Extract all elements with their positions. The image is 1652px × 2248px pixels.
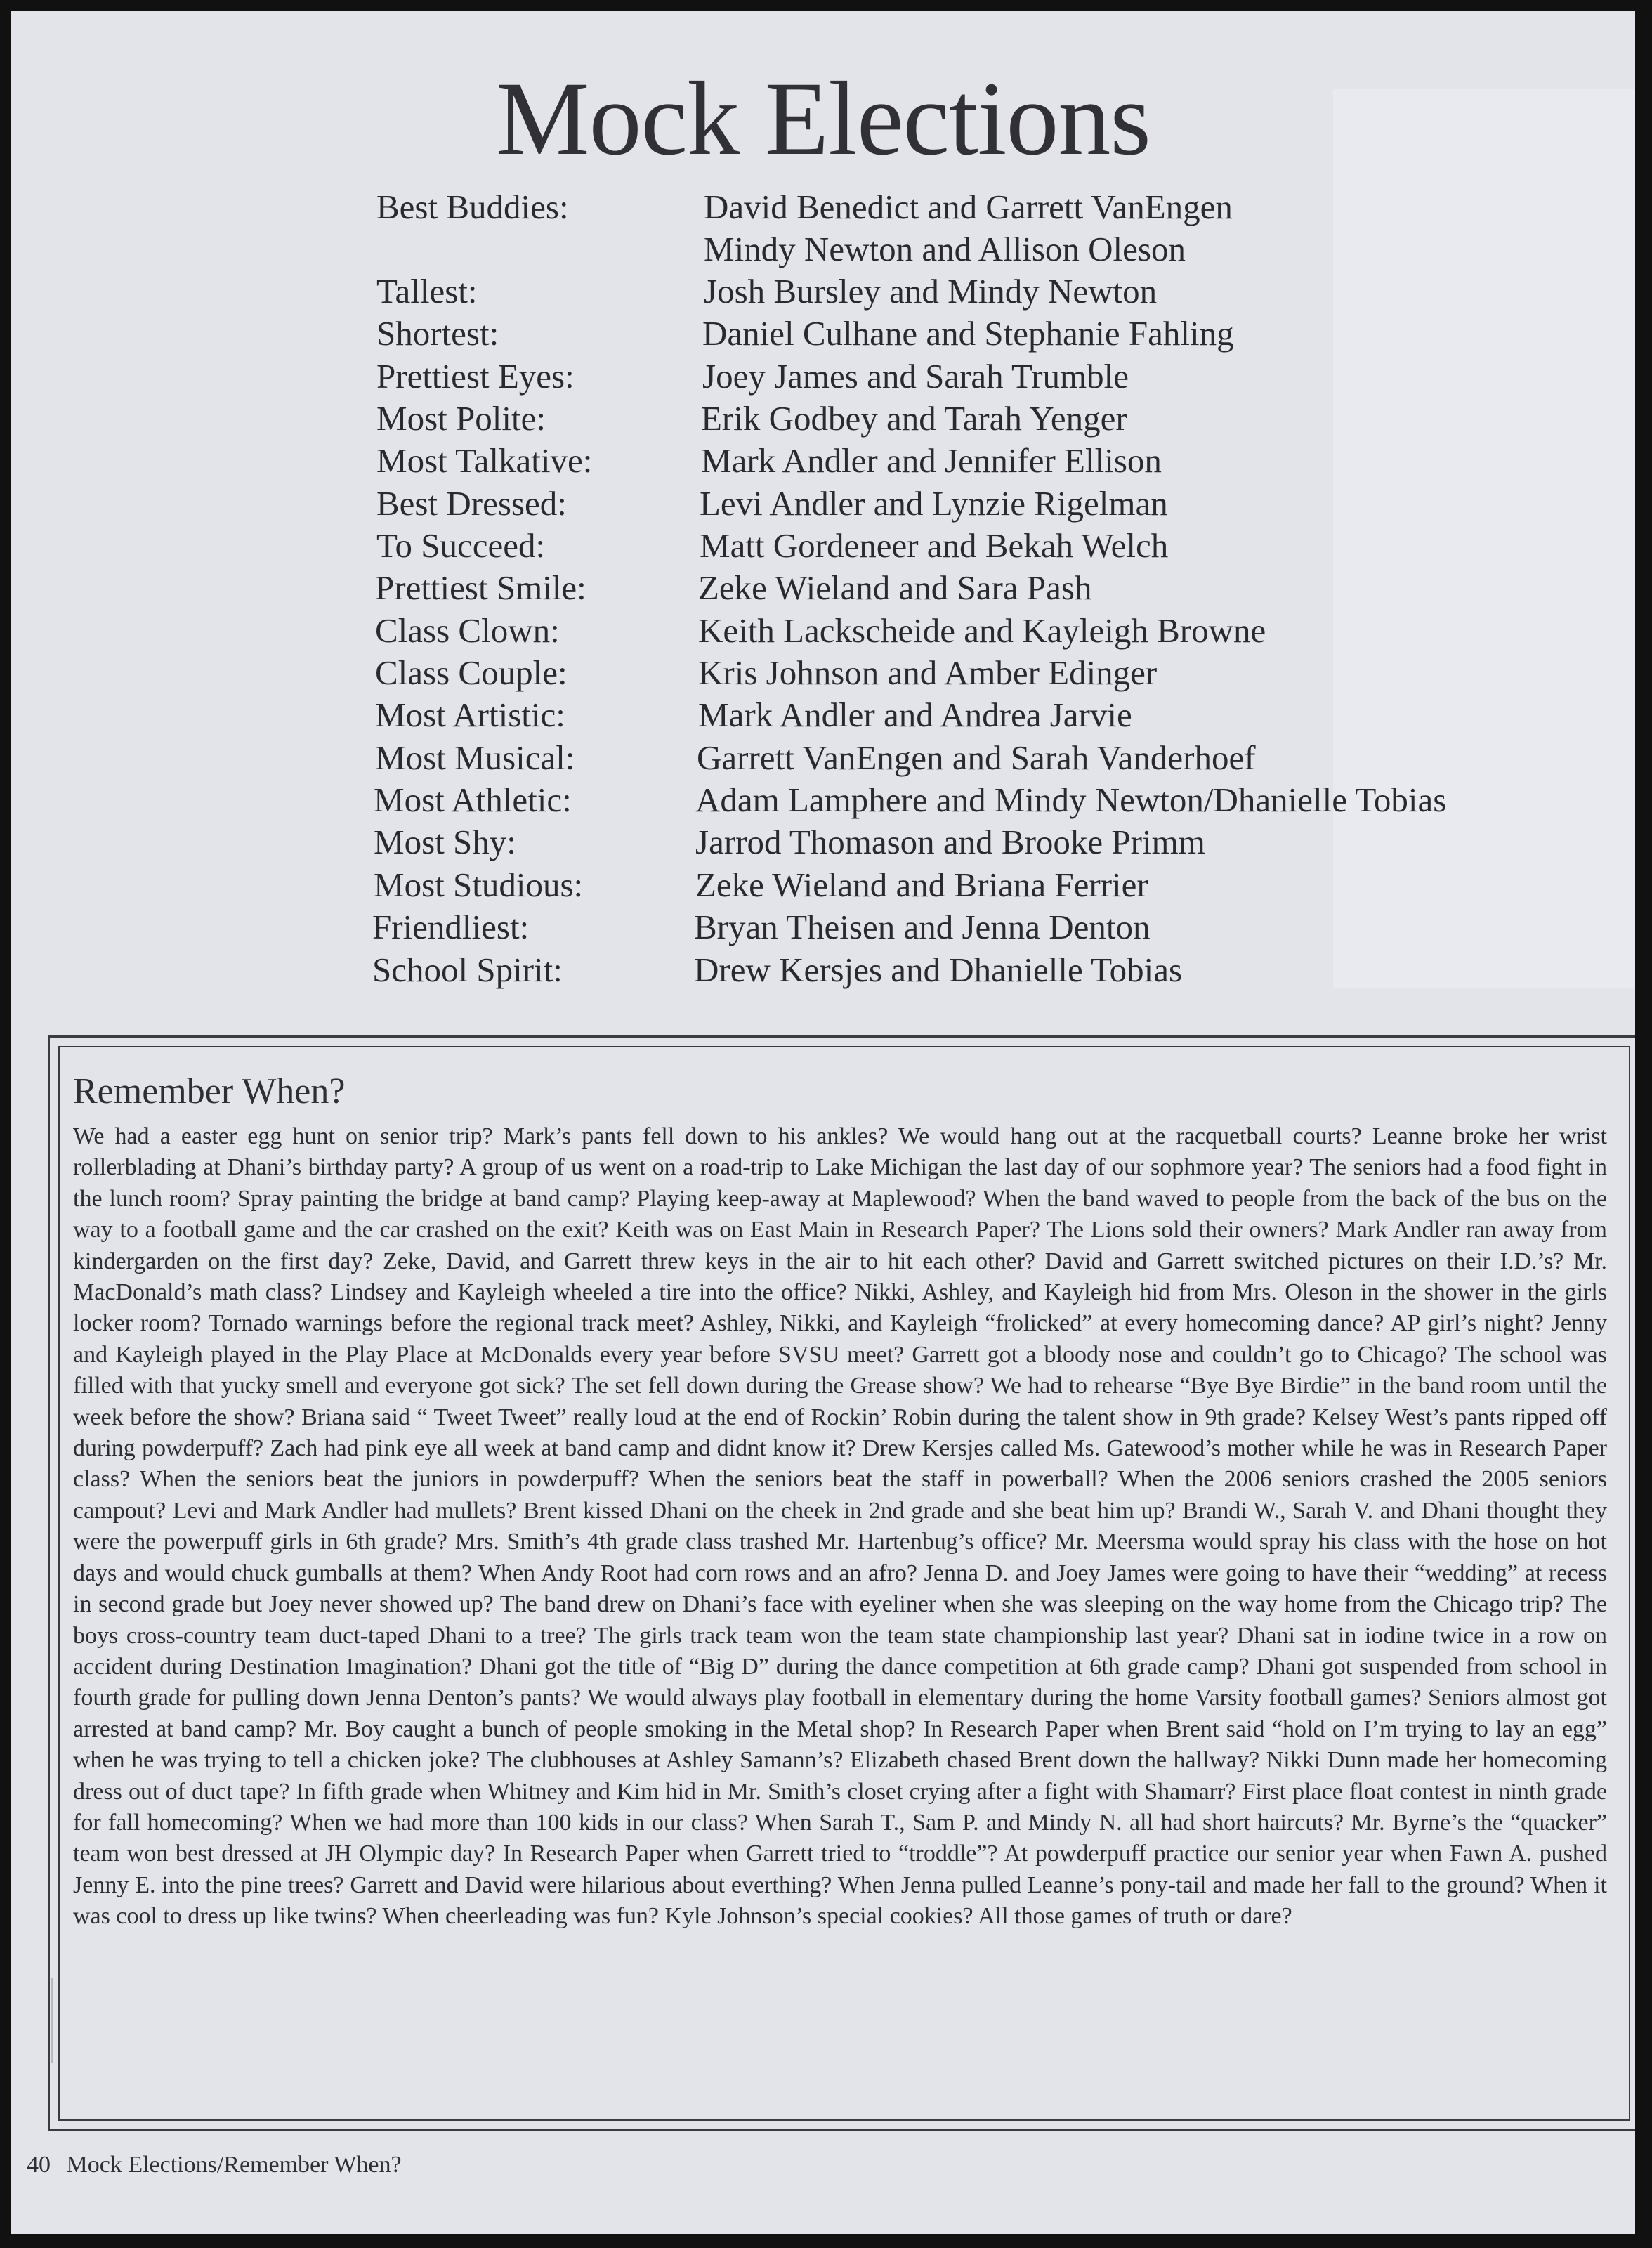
award-category: Best Buddies: xyxy=(376,188,569,226)
yearbook-page xyxy=(11,11,1635,2234)
page-footer xyxy=(27,2150,402,2181)
award-winners: Daniel Culhane and Stephanie Fahling xyxy=(702,314,1234,353)
award-winners: Jarrod Thomason and Brooke Primm xyxy=(695,823,1205,861)
award-category: Most Athletic: xyxy=(374,780,572,819)
award-winners: Zeke Wieland and Briana Ferrier xyxy=(695,865,1148,904)
award-winners: Kris Johnson and Amber Edinger xyxy=(698,653,1158,692)
award-category: Best Dressed: xyxy=(376,484,567,523)
award-category: Prettiest Eyes: xyxy=(376,357,575,396)
award-winners: Joey James and Sarah Trumble xyxy=(702,357,1129,396)
award-category: Most Shy: xyxy=(374,823,516,861)
award-category: Shortest: xyxy=(376,314,499,353)
award-winners: Drew Kersjes and Dhanielle Tobias xyxy=(694,950,1183,989)
award-winners: Mark Andler and Andrea Jarvie xyxy=(698,695,1132,734)
award-category: To Succeed: xyxy=(376,526,546,565)
page-title: Mock Elections xyxy=(496,60,1150,177)
award-category: Friendliest: xyxy=(372,908,530,946)
award-category: Prettiest Smile: xyxy=(375,568,586,607)
page-crease xyxy=(51,1978,53,2063)
award-winners: Mark Andler and Jennifer Ellison xyxy=(701,441,1162,480)
award-winners: Garrett VanEngen and Sarah Vanderhoef xyxy=(697,738,1256,777)
award-winners: Adam Lamphere and Mindy Newton/Dhanielle Tobias xyxy=(695,780,1447,819)
award-category: Most Musical: xyxy=(375,738,575,777)
award-winners: David Benedict and Garrett VanEngen xyxy=(704,188,1233,226)
remember-when-body: We had a easter egg hunt on senior trip? Mark’s pants fell down to his ankles? We would hang out at the racquetball courts? Leanne broke her wrist rollerblading at Dhani’s birthday party? A group of us went on a road-trip to Lake Michigan the last day of our sophmore year? The seniors had a food fight in the lunch room? Spray painting the bridge at band camp? Playing keep-away at Maplewood? When the band waved to people from the back of the bus on the way to a football game and the car crashed on the exit? Keith was on East Main in Research Paper? The Lions sold their owners? Mark Andler ran away from kindergarden on the first day? Zeke, David, and Garrett threw keys in the air to hit each other? David and Garrett switched pictures on their I.D.’s? Mr. MacDonald’s math class? Lindsey and Kayleigh wheeled a tire into the office? Nikki, Ashley, and Kayleigh hid from Mrs. Oleson in the shower in the girls locker room? Tornado warnings before the regional track meet? Ashley, Nikki, and Kayleigh “frolicked” at every homecoming dance? AP girl’s night? Jenny and Kayleigh played in the Play Place at McDonalds every year before SVSU meet? Garrett got a bloody nose and couldn’t go to Chicago? The school was filled with that yucky smell and everyone got sick? The set fell down during the Grease show? We had to rehearse “Bye Bye Birdie” in the band room until the week before the show? Briana said “ Tweet Tweet” really loud at the end of Rockin’ Robin during the talent show in 9th grade? Kelsey West’s pants ripped off during powderpuff? Zach had pink eye all week at band camp and didnt know it? Drew Kersjes called Ms. Gatewood’s mother while he was in Research Paper class? When the seniors beat the juniors in powderpuff? When the seniors beat the staff in powerball? When the 2006 seniors crashed the 2005 seniors campout? Levi and Mark Andler had mullets? Brent kissed Dhani on the cheek in 2nd grade and she beat him up? Brandi W., Sarah V. and Dhani thought they were the powerpuff girls in 6th grade? Mrs. Smith’s 4th grade class trashed Mr. Hartenbug’s office? Mr. Meersma would spray his class with the hose on hot days and would chuck gumballs at them? When Andy Root had corn rows and an afro? Jenna D. and Joey James were going to have their “wedding” at recess in second grade but Joey never showed up? The band drew on Dhani’s face with eyeliner when she was sleeping on the way home from the Chicago trip? The boys cross-country team duct-taped Dhani to a tree? The girls track team won the team state championship last year? Dhani sat in iodine twice in a row on accident during Destination Imagination? Dhani got the title of “Big D” during the dance competition at 6th grade camp? Dhani got suspended from school in fourth grade for pulling down Jenna Denton’s pants? We would always play football in elementary during the home Varsity football games? Seniors almost got arrested at band camp? Mr. Boy caught a bunch of people smoking in the Metal shop? In Research Paper when Brent said “hold on I’m trying to lay an egg” when he was trying to tell a chicken joke? The clubhouses at Ashley Samann’s? Elizabeth chased Brent down the hallway? Nikki Dunn made her homecoming dress out of duct tape? In fifth grade when Whitney and Kim hid in Mr. Smith’s closet crying after a fight with Shamarr? First place float contest in ninth grade for fall homecoming? When we had more than 100 kids in our class? When Sarah T., Sam P. and Mindy N. all had short haircuts? Mr. Byrne’s the “quacker” team won best dressed at JH Olympic day? In Research Paper when Garrett tried to “troddle”? At powderpuff practice our senior year when Fawn A. pushed Jenny E. into the pine trees? Garrett and David were hilarious about everthing? When Jenna pulled Leanne’s pony-tail and made her fall to the ground? When it was cool to dress up like twins? When cheerleading was fun? Kyle Johnson’s special cookies? All those games of truth or dare? xyxy=(73,1123,1607,1930)
award-winners: Josh Bursley and Mindy Newton xyxy=(704,272,1158,311)
award-winners: Bryan Theisen and Jenna Denton xyxy=(694,908,1150,946)
remember-when-heading: Remember When? xyxy=(73,1071,346,1111)
award-winners: Erik Godbey and Tarah Yenger xyxy=(701,399,1127,438)
award-category: Tallest: xyxy=(376,272,478,311)
award-category: Most Talkative: xyxy=(376,441,593,480)
award-category: Class Couple: xyxy=(375,653,568,692)
award-winners: Levi Andler and Lynzie Rigelman xyxy=(700,484,1168,523)
award-category: Most Artistic: xyxy=(375,695,565,734)
award-winners: Zeke Wieland and Sara Pash xyxy=(698,568,1092,607)
award-category: Most Polite: xyxy=(376,399,546,438)
paper-shade xyxy=(1333,89,1635,988)
award-category: Most Studious: xyxy=(374,865,584,904)
page-number: 40 xyxy=(27,2152,51,2178)
award-winners: Keith Lackscheide and Kayleigh Browne xyxy=(698,611,1266,650)
footer-section-title: Mock Elections/Remember When? xyxy=(66,2152,402,2178)
award-category: School Spirit: xyxy=(372,950,563,989)
award-category: Class Clown: xyxy=(375,611,560,650)
award-winners: Mindy Newton and Allison Oleson xyxy=(704,230,1186,268)
award-winners: Matt Gordeneer and Bekah Welch xyxy=(700,526,1169,565)
